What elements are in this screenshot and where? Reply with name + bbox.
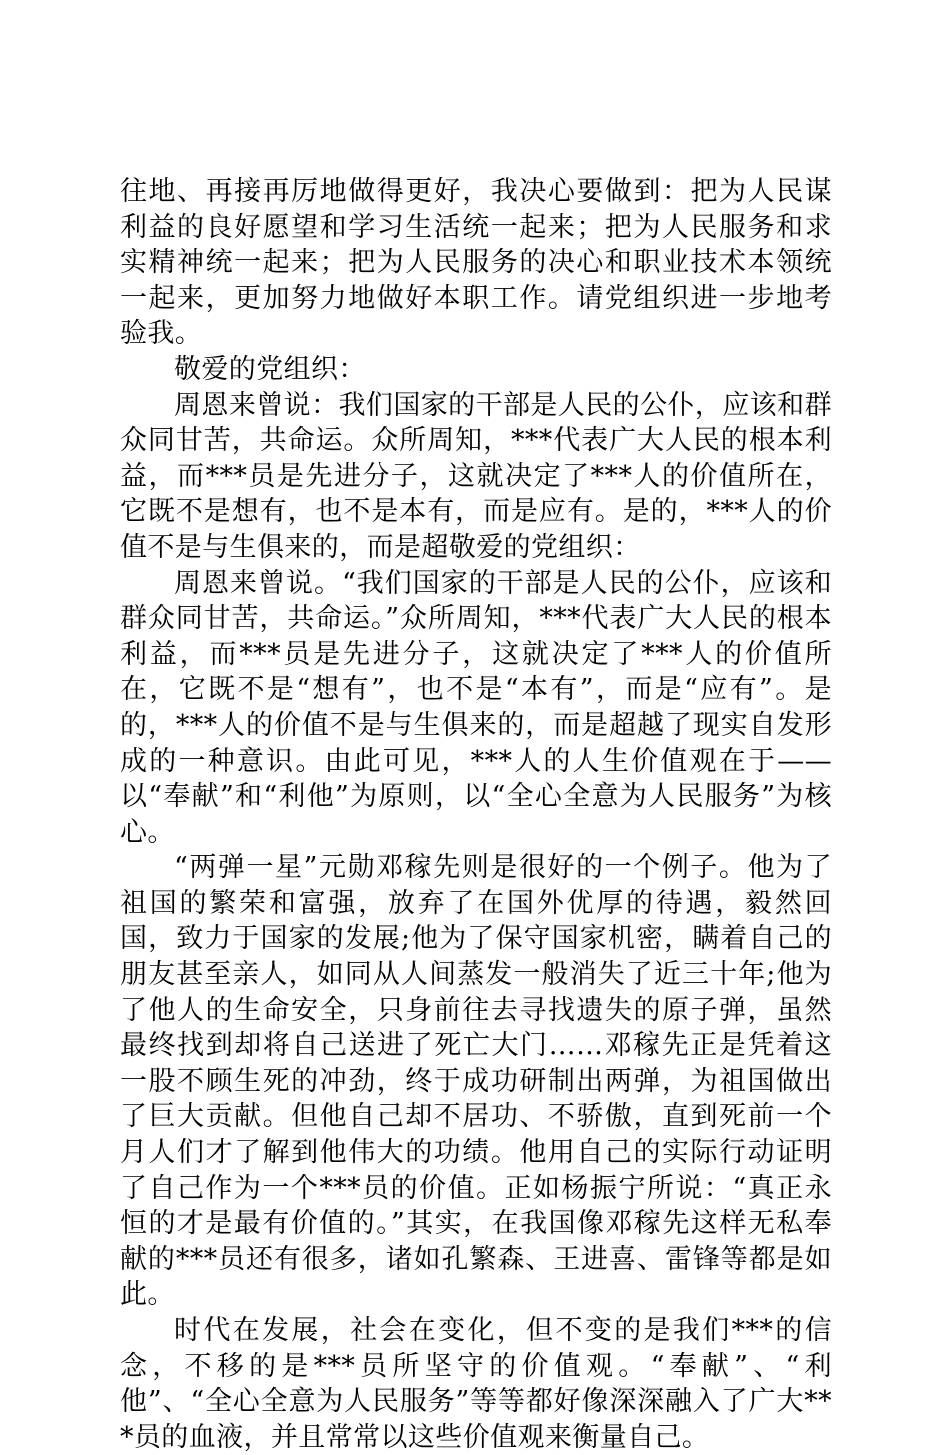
paragraph-deng-jiaxian: “两弹一星”元勋邓稼先则是很好的一个例子。他为了祖国的繁荣和富强，放弃了在国外优厚的待遇，毅然回国，致力于国家的发展;他为了保守国家机密，瞒着自己的朋友甚至亲人，如同从人间蒸发一般消失了近三十年;他为了他人的生命安全，只身前往去寻找遗失的原子弹，虽然最终找到却将自己送进了死亡大门……邓稼先正是凭着这一股不顾生死的冲劲，终于成功研制出两弹，为祖国做出了巨大贡献。但他自己却不居功、不骄傲，直到死前一个月人们才了解到他伟大的功绩。他用自己的实际行动证明了自己作为一个***员的价值。正如杨振宁所说：“真正永恒的才是最有价值的。”其实，在我国像邓稼先这样无私奉献的***员还有很多，诸如孔繁森、王进喜、雷锋等都是如此。 [120, 852, 832, 1311]
paragraph-salutation: 敬爱的党组织： [174, 353, 366, 385]
paragraph-conclusion: 时代在发展，社会在变化，但不变的是我们***的信念，不移的是***员所坚守的价值观。“奉献”、“利他”、“全心全意为人民服务”等等都好像深深融入了广大***员的血液，并且常常以这些价值观来衡量自己。 [120, 1315, 832, 1453]
paragraph-zhou-enlai-quote: 周恩来曾说：我们国家的干部是人民的公仆，应该和群众同甘苦，共命运。众所周知，***代表广大人民的根本利益，而***员是先进分子，这就决定了***人的价值所在，它既不是想有，也不是本有，而是应有。是的，***人的价值不是与生俱来的，而是超敬爱的党组织： [120, 389, 832, 563]
paragraph-zhou-enlai-quote-repeat: 周恩来曾说。“我们国家的干部是人民的公仆，应该和群众同甘苦，共命运。”众所周知，***代表广大人民的根本利益，而***员是先进分子，这就决定了***人的价值所在，它既不是“想有”，也不是“本有”，而是“应有”。是的，***人的价值不是与生俱来的，而是超越了现实自发形成的一种意识。由此可见，***人的人生价值观在于——以“奉献”和“利他”为原则，以“全心全意为人民服务”为核心。 [120, 567, 832, 848]
document-body [120, 174, 832, 1455]
paragraph-continuation: 往地、再接再厉地做得更好，我决心要做到：把为人民谋利益的良好愿望和学习生活统一起来；把为人民服务和求实精神统一起来；把为人民服务的决心和职业技术本领统一起来，更加努力地做好本职工作。请党组织进一步地考验我。 [120, 176, 832, 350]
